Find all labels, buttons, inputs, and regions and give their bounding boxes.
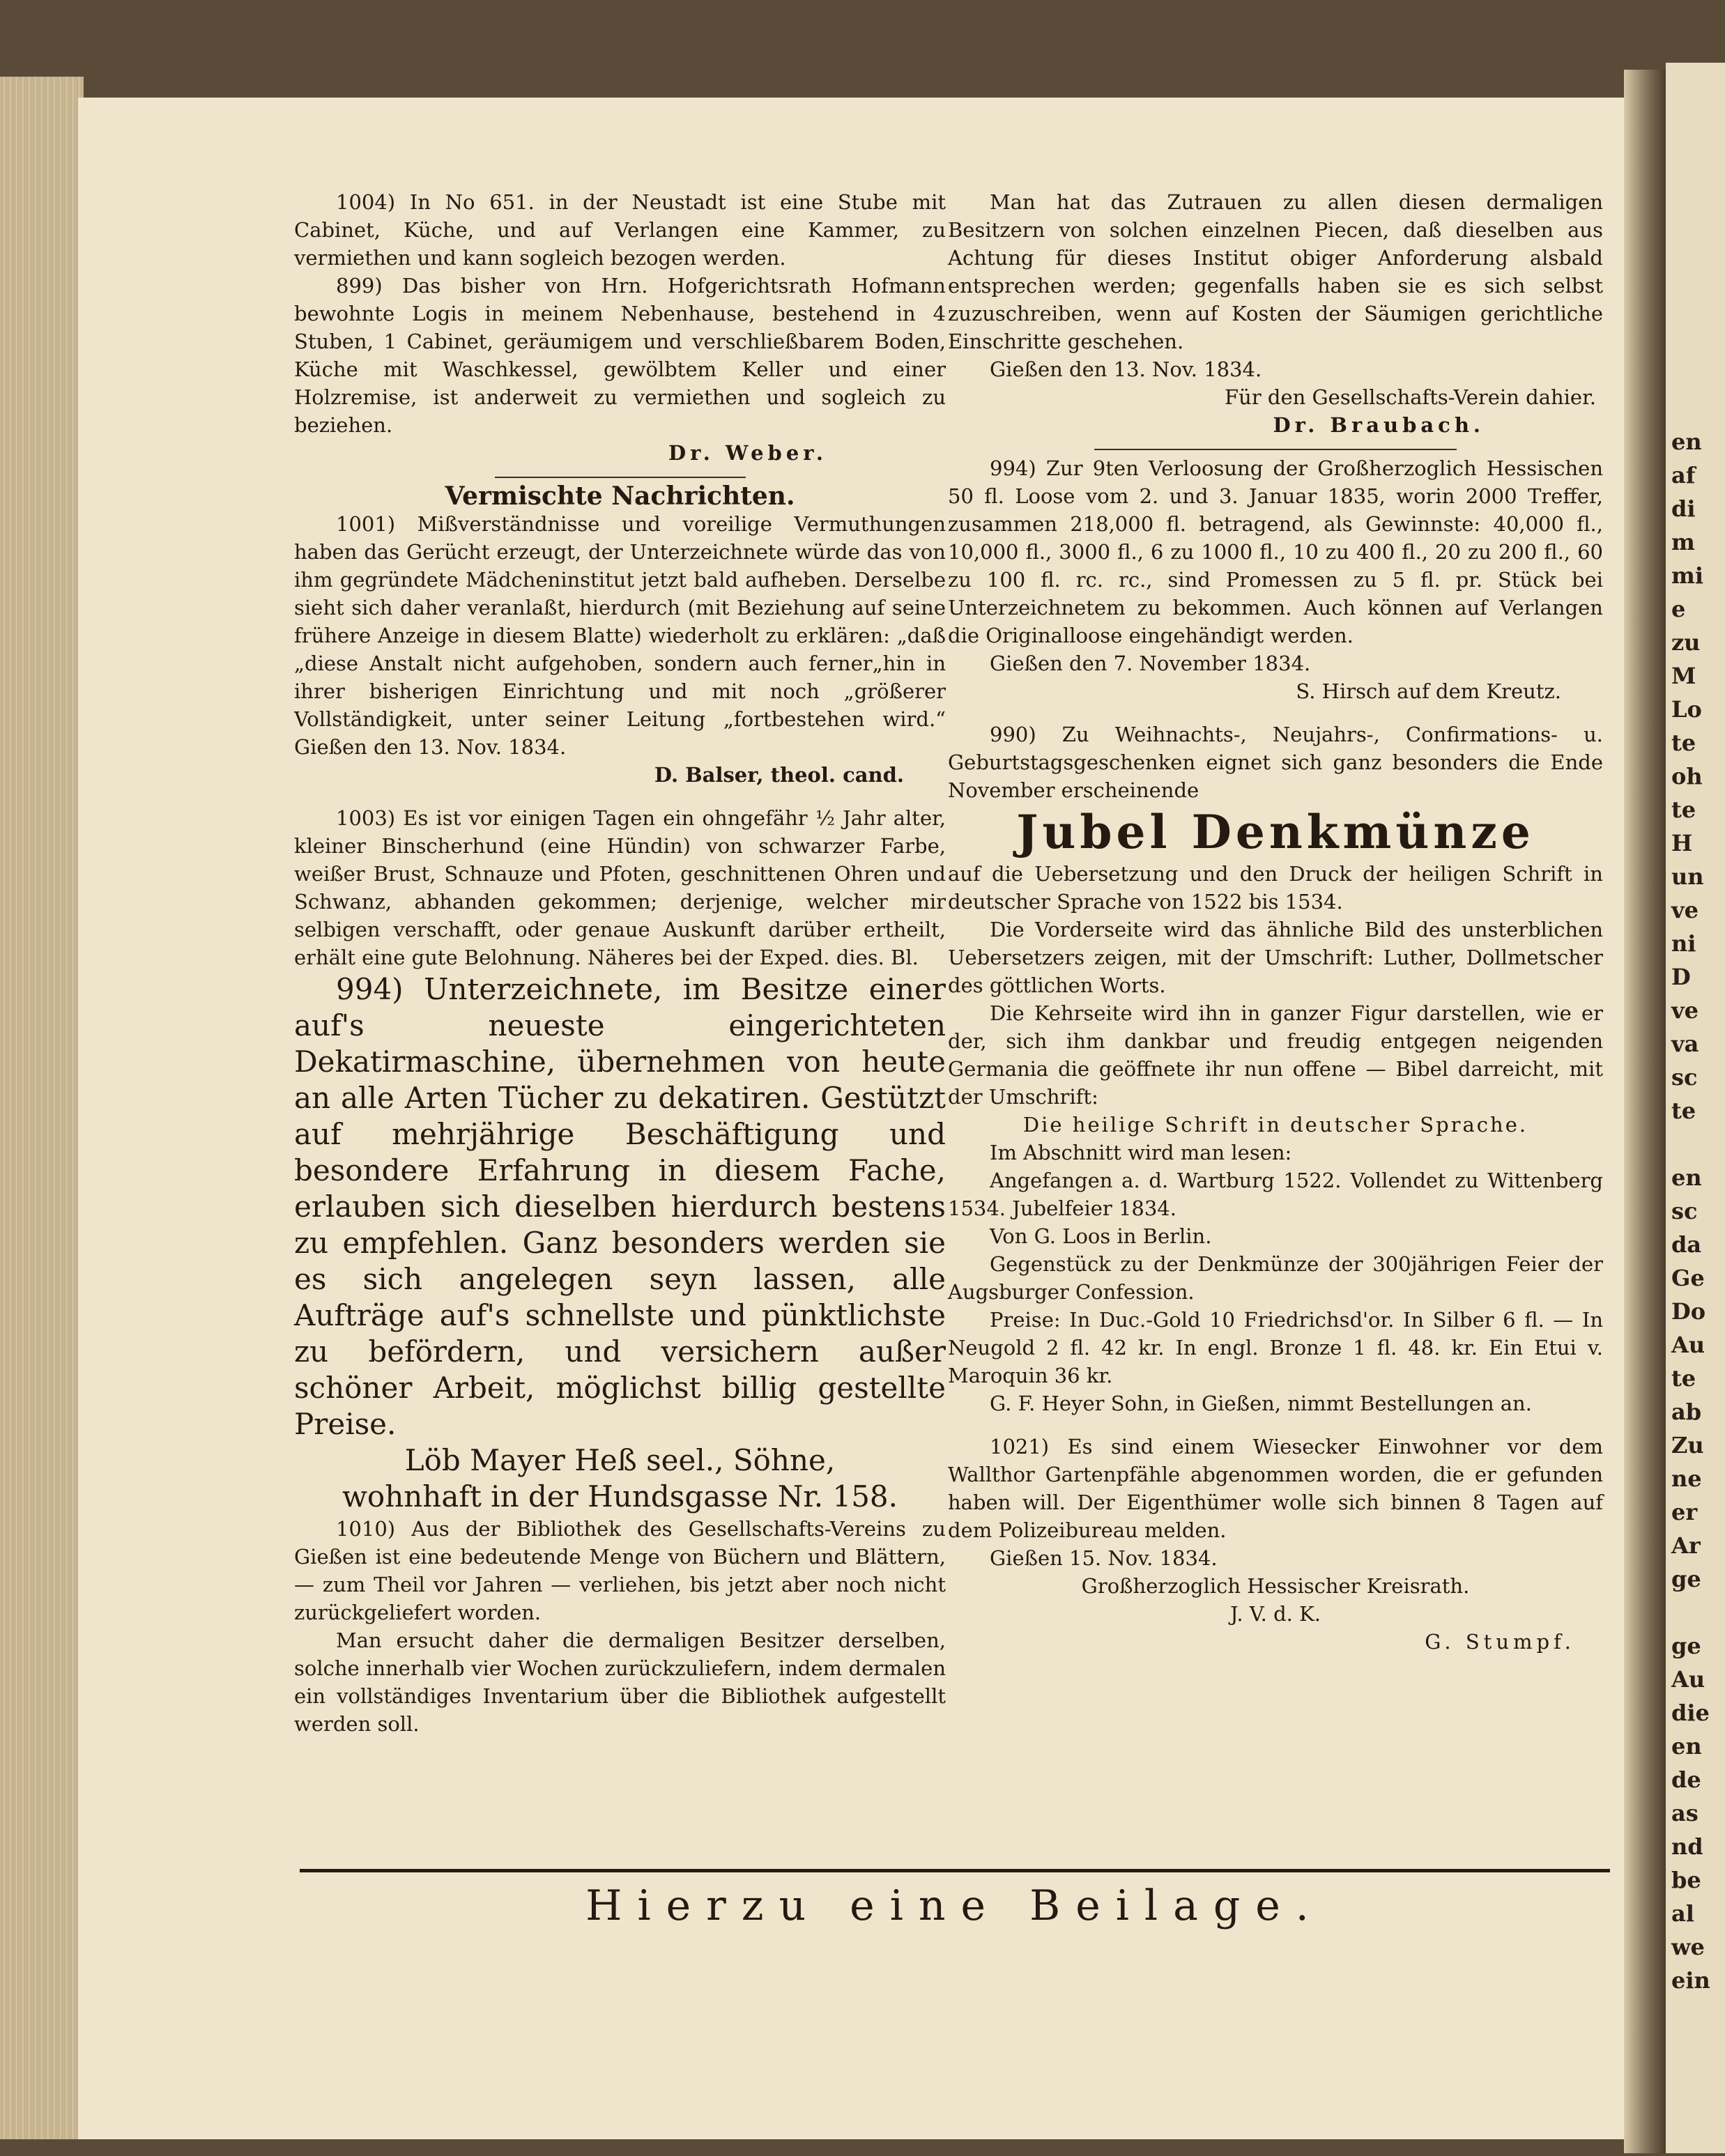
facing-page-word: H (1671, 830, 1693, 856)
ad-994-dekatir: 994) Unterzeichnete, im Besitze einer auf's neueste eingerichteten Dekatirmaschine, übernehmen von heute an alle Arten Tücher zu dekatiren. Gestützt auf mehrjährige Beschäftigung und besondere Erfahrung in diesem Fache, erlauben sich dieselben hierdurch bestens zu empfehlen. Ganz besonders werden sie es sich angelegen seyn lassen, alle Aufträge auf's schnellste und pünktlichste zu befördern, und versichern außer schöner Arbeit, möglichst billig gestellte Preise. (294, 972, 946, 1441)
facing-page-word: ab (1671, 1399, 1702, 1425)
facing-page-word: Au (1671, 1666, 1705, 1693)
facing-page-word: we (1671, 1934, 1705, 1960)
ad-1001-signature: D. Balser, theol. cand. (654, 763, 904, 787)
ad-990-inscription: Die heilige Schrift in deutscher Sprache. (1022, 1113, 1528, 1137)
ad-990-section-note: Im Abschnitt wird man lesen: (990, 1141, 1292, 1164)
supplement-notice: Hierzu eine Beilage. (585, 1881, 1324, 1930)
jubel-denkmuenze-title: Jubel Denkmünze (1016, 805, 1535, 859)
facing-page-word: Ar (1671, 1532, 1701, 1559)
bottom-rule (300, 1869, 1610, 1872)
facing-page-word: ni (1671, 930, 1696, 957)
facing-page-word (1666, 1596, 1725, 1629)
facing-page-word: ein (1671, 1967, 1710, 1994)
facing-page-word: te (1671, 1365, 1696, 1392)
facing-page-word: oh (1671, 763, 1703, 790)
facing-page-word: Lo (1671, 696, 1702, 723)
ad-990-prices: Preise: In Duc.-Gold 10 Friedrichsd'or. In Silber 6 fl. — In Neugold 2 fl. 42 kr. In engl. Bronze 1 fl. 48. kr. Ein Etui v. Maroquin 36 kr. (948, 1308, 1603, 1387)
facing-page-word: ve (1671, 897, 1699, 923)
facing-page-word: ve (1671, 997, 1699, 1024)
ad-994-verloosung-signature: S. Hirsch auf dem Kreutz. (1296, 679, 1561, 703)
ad-1001: 1001) Mißverständnisse und voreilige Vermuthungen haben das Gerücht erzeugt, der Unterzeichnete würde das von ihm gegründete Mädcheninstitut jetzt bald aufheben. Derselbe sieht sich daher veranlaßt, hierdurch (mit Beziehung auf seine frühere Anzeige in diesem Blatte) wiederholt zu erklären: „daß „diese Anstalt nicht aufgehoben, sondern auch ferner„hin in ihrer bisherigen Einrichtung und mit noch „größerer Vollständigkeit, unter seiner Leitung „fortbestehen wird.“ Gießen den 13. Nov. 1834. (294, 512, 946, 759)
ad-990-front: Die Vorderseite wird das ähnliche Bild des unsterblichen Uebersetzers zeigen, mit der Umschrift: Luther, Dollmetscher des göttlichen Worts. (948, 918, 1603, 997)
facing-page-word: be (1671, 1867, 1701, 1893)
facing-page-word: Zu (1671, 1432, 1704, 1458)
facing-page-word: en (1671, 1733, 1702, 1760)
facing-page-word: ge (1671, 1633, 1701, 1659)
ad-1010-date: Gießen den 13. Nov. 1834. (990, 357, 1262, 381)
ad-994-signature-address: wohnhaft in der Hundsgasse Nr. 158. (342, 1479, 898, 1514)
left-column (294, 188, 946, 1738)
ad-899-signature: Dr. Weber. (668, 441, 827, 465)
facing-page-word (1666, 1127, 1725, 1161)
ad-990-seller: G. F. Heyer Sohn, in Gießen, nimmt Bestellungen an. (990, 1392, 1532, 1415)
facing-page-word: Do (1671, 1298, 1706, 1325)
facing-page-word: as (1671, 1800, 1699, 1826)
facing-page-word: Ge (1671, 1265, 1705, 1291)
ad-994-verloosung: 994) Zur 9ten Verloosung der Großherzoglich Hessischen 50 fl. Loose vom 2. und 3. Januar 1835, worin 2000 Treffer, zusammen 218,000 fl. betragend, als Gewinnste: 40,000 fl., 10,000 fl., 3000 fl., 6 zu 1000 fl., 10 zu 400 fl., 20 zu 200 fl., 60 zu 100 fl. rc. rc., sind Promessen zu 5 fl. pr. Stück bei Unterzeichnetem zu bekommen. Auch können auf Verlangen die Originalloose eingehändigt werden. (948, 456, 1603, 647)
facing-page-word: e (1671, 596, 1686, 622)
ad-1021-initials: J. V. d. K. (1229, 1602, 1321, 1626)
ad-994-verloosung-date: Gießen den 7. November 1834. (990, 652, 1311, 675)
facing-page-word: er (1671, 1499, 1698, 1525)
ad-1021: 1021) Es sind einem Wiesecker Einwohner vor dem Wallthor Gartenpfähle abgenommen worden, die er gefunden haben will. Der Eigenthümer wolle sich binnen 8 Tagen auf dem Polizeibureau melden. (948, 1435, 1603, 1542)
right-column (948, 188, 1603, 1656)
ad-990-dates: Angefangen a. d. Wartburg 1522. Vollendet zu Wittenberg 1534. Jubelfeier 1834. (948, 1169, 1603, 1220)
section-heading: Vermischte Nachrichten. (445, 482, 795, 511)
facing-page-word: va (1671, 1031, 1699, 1057)
ad-990-back: Die Kehrseite wird ihn in ganzer Figur darstellen, wie er der, sich ihm dankbar und freudig entgegen neigenden Germania die geöffnete ihr nun offene — Bibel darreicht, mit der Umschrift: (948, 1001, 1603, 1109)
ad-1010-continued: Man hat das Zutrauen zu allen diesen dermaligen Besitzern von solchen einzelnen Piecen, daß dieselben aus Achtung für dieses Institut obiger Anforderung alsbald entsprechen werden; gegenfalls haben sie es sich selbst zuzuschreiben, wenn auf Kosten der Säumigen gerichtliche Einschritte geschehen. (948, 190, 1603, 353)
facing-page-word: sc (1671, 1198, 1698, 1224)
facing-page-word: de (1671, 1766, 1701, 1793)
facing-page-word: nd (1671, 1833, 1703, 1860)
ad-1010: 1010) Aus der Bibliothek des Gesellschafts-Vereins zu Gießen ist eine bedeutende Menge von Büchern und Blättern, — zum Theil vor Jahren — verliehen, bis jetzt aber noch nicht zurückgeliefert worden. (294, 1517, 946, 1624)
column-divider (1094, 449, 1457, 450)
ad-1010-signature-org: Für den Gesellschafts-Verein dahier. (1225, 385, 1596, 409)
facing-page-word: en (1671, 1164, 1702, 1191)
facing-page-word: en (1671, 429, 1702, 455)
facing-page-word: af (1671, 462, 1696, 488)
ad-1021-date: Gießen 15. Nov. 1834. (990, 1546, 1218, 1570)
facing-page-word: mi (1671, 562, 1704, 589)
ad-990-counterpart: Gegenstück zu der Denkmünze der 300jährigen Feier der Augsburger Confession. (948, 1252, 1603, 1304)
facing-page-word: da (1671, 1231, 1702, 1258)
facing-page-word: un (1671, 863, 1704, 890)
facing-page-word: ne (1671, 1465, 1702, 1492)
book-gutter (1624, 70, 1666, 2153)
ad-899: 899) Das bisher von Hrn. Hofgerichtsrath Hofmann bewohnte Logis in meinem Nebenhause, bestehend in 4 Stuben, 1 Cabinet, geräumigem und verschließbarem Boden, Küche mit Waschkessel, gewölbtem Keller und einer Holzremise, ist anderweit zu vermiethen und sogleich zu beziehen. (294, 274, 946, 437)
facing-page-word: di (1671, 495, 1696, 522)
ad-990: 990) Zu Weihnachts-, Neujahrs-, Confirmations- u. Geburtstagsgeschenken eignet sich ganz besonders die Ende November erscheinende (948, 723, 1603, 802)
facing-page-word: die (1671, 1700, 1710, 1726)
facing-page-word: sc (1671, 1064, 1698, 1091)
facing-page-word: te (1671, 730, 1696, 756)
facing-page-word: m (1671, 529, 1695, 555)
ad-994-signature-name: Löb Mayer Heß seel., Söhne, (404, 1443, 836, 1477)
book-page-edges (0, 77, 84, 2139)
facing-page-word: al (1671, 1900, 1694, 1927)
ad-1010-request: Man ersucht daher die dermaligen Besitzer derselben, solche innerhalb vier Wochen zurückzuliefern, indem dermalen ein vollständiges Inventarium über die Bibliothek aufgestellt werden soll. (294, 1628, 946, 1736)
ad-1021-authority: Großherzoglich Hessischer Kreisrath. (1081, 1574, 1470, 1598)
facing-page-word: Au (1671, 1332, 1705, 1358)
facing-page-word: M (1671, 663, 1696, 689)
facing-page-word: zu (1671, 629, 1701, 656)
ad-1003: 1003) Es ist vor einigen Tagen ein ohngefähr ½ Jahr alter, kleiner Binscherhund (eine Hündin) von schwarzer Farbe, weißer Brust, Schnauze und Pfoten, geschnittenen Ohren und Schwanz, abhanden gekommen; derjenige, welcher mir selbigen verschafft, oder genaue Auskunft darüber ertheilt, erhält eine gute Belohnung. Näheres bei der Exped. dies. Bl. (294, 806, 946, 969)
ad-1004: 1004) In No 651. in der Neustadt ist eine Stube mit Cabinet, Küche, und auf Verlangen eine Kammer, zu vermiethen und kann sogleich bezogen werden. (294, 190, 946, 270)
facing-page-word: ge (1671, 1566, 1701, 1592)
facing-page-word: te (1671, 796, 1696, 823)
facing-page-fragment (1666, 63, 1725, 2153)
section-divider (495, 477, 746, 478)
facing-page-word: D (1671, 964, 1691, 990)
ad-1021-signature: G. Stumpf. (1425, 1630, 1575, 1654)
ad-990-subtitle: auf die Uebersetzung und den Druck der heiligen Schrift in deutscher Sprache von 1522 bis 1534. (948, 862, 1603, 914)
facing-page-word: te (1671, 1098, 1696, 1124)
ad-1010-signature-name: Dr. Braubach. (1273, 413, 1485, 437)
ad-990-maker: Von G. Loos in Berlin. (990, 1224, 1212, 1248)
